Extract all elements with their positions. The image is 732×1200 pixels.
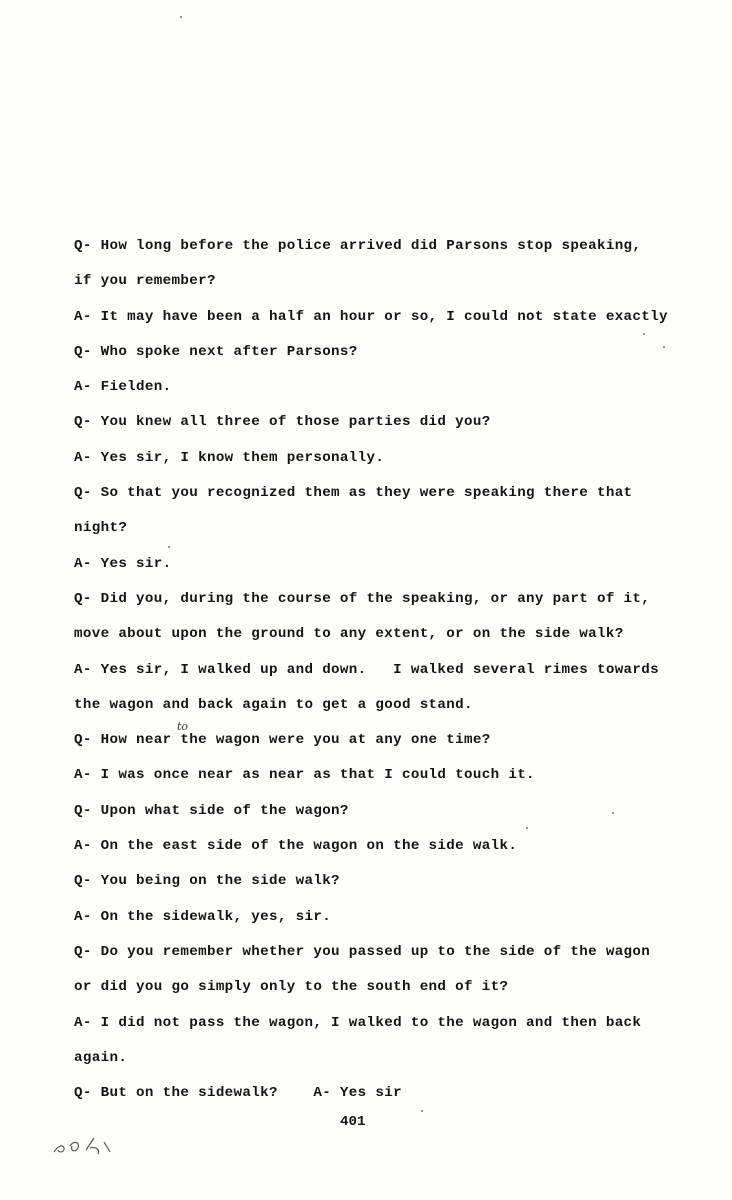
testimony-line: A- On the east side of the wagon on the side walk. [74,838,518,855]
testimony-line: Q- How long before the police arrived did Parsons stop speaking, [74,238,642,254]
testimony-line: Q- But on the sidewalk? A- Yes sir [74,1085,402,1102]
handwritten-scribble-icon [50,1128,120,1162]
testimony-line: Q- How near the wagon were you at any one time? [74,732,491,749]
testimony-line: Q- Did you, during the course of the speaking, or any part of it, [74,590,651,607]
testimony-line: A- On the sidewalk, yes, sir. [74,908,332,925]
testimony-line: again. [74,1049,128,1066]
testimony-line: A- Fielden. [74,379,172,396]
testimony-line: if you remember? [74,273,216,290]
testimony-line: A- It may have been a half an hour or so, I could not state exactly [74,308,668,325]
testimony-text [74,232,714,1114]
testimony-line: A- I did not pass the wagon, I walked to the wagon and then back [74,1014,642,1031]
testimony-line: Q- Do you remember whether you passed up to the side of the wagon [74,943,651,960]
page-number: 401 [340,1114,366,1130]
handwritten-correction: to [177,720,189,733]
testimony-line: move about upon the ground to any extent, or on the side walk? [74,626,624,643]
testimony-line: the wagon and back again to get a good stand. [74,696,473,713]
testimony-line: Q- Who spoke next after Parsons? [74,343,358,360]
testimony-line: night? [74,520,128,537]
testimony-line: A- I was once near as near as that I could touch it. [74,767,535,784]
testimony-line: or did you go simply only to the south end of it? [74,979,509,996]
testimony-line: Q- You being on the side walk? [74,873,340,890]
testimony-line: Q- You knew all three of those parties did you? [74,414,491,431]
testimony-line: A- Yes sir. [74,555,172,572]
testimony-line: A- Yes sir, I walked up and down. I walked several rimes towards [74,661,660,678]
testimony-line: A- Yes sir, I know them personally. [74,449,385,466]
testimony-line: Q- Upon what side of the wagon? [74,802,349,819]
testimony-line: Q- So that you recognized them as they were speaking there that [74,485,633,502]
